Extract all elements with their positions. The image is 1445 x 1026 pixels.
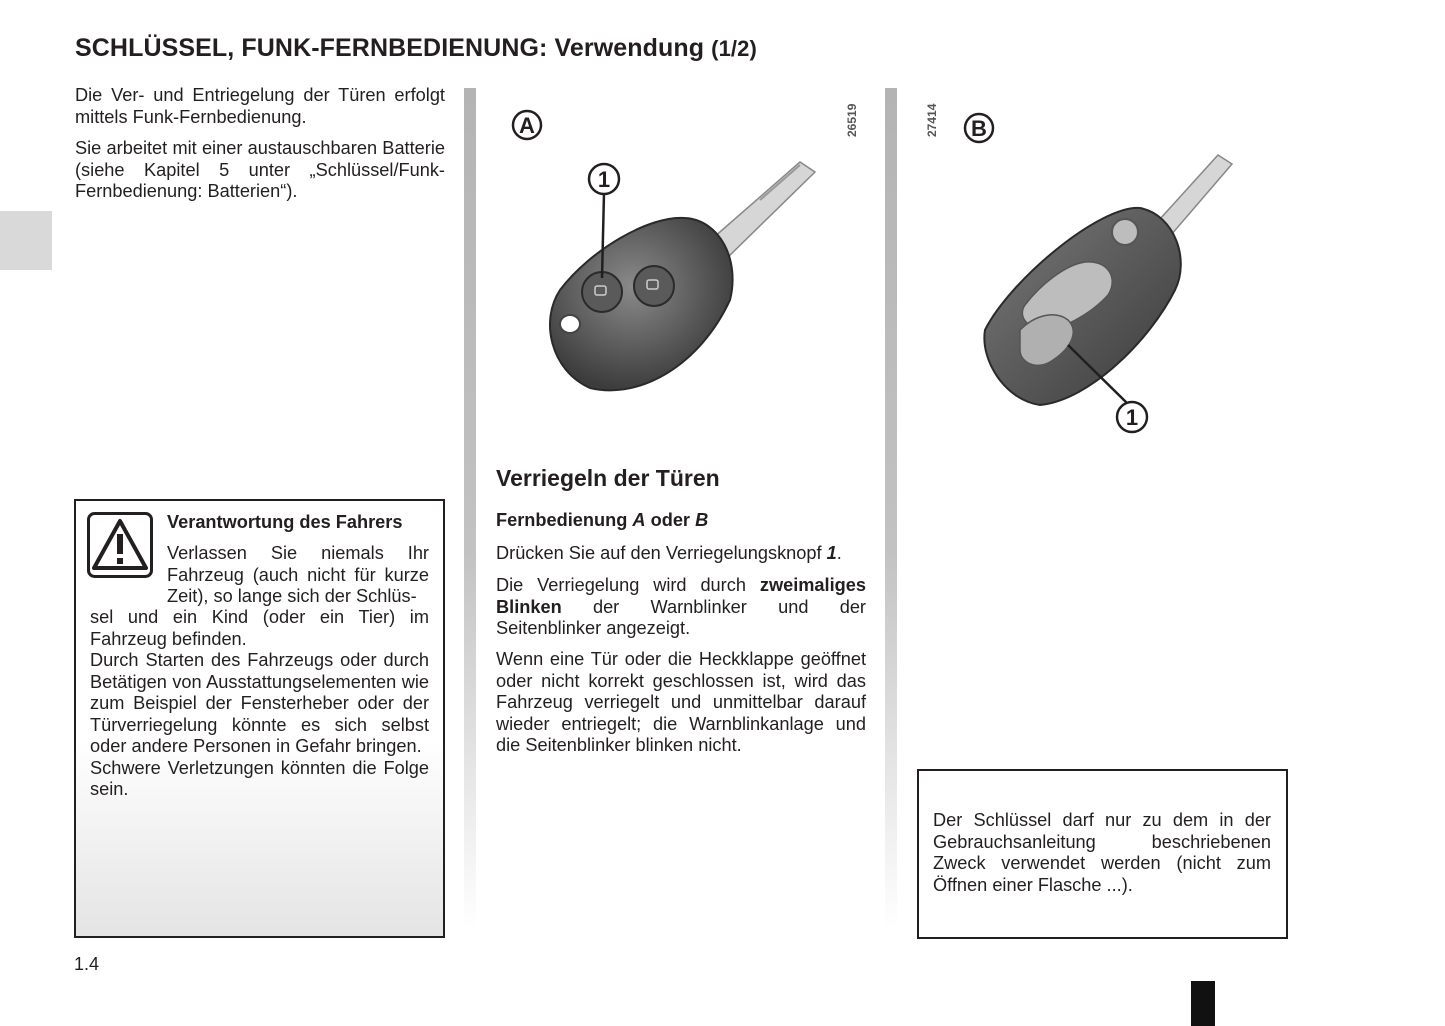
figure-b-callout: 1 xyxy=(1125,405,1139,430)
warning-text-rest-3: Schwere Verletzungen könnten die Folge sein. xyxy=(90,757,429,799)
figure-a-code: 26519 xyxy=(845,103,859,137)
thumb-index-mark xyxy=(1191,981,1215,1026)
locking-heading: Verriegeln der Türen xyxy=(496,465,720,491)
figure-b-label: B xyxy=(971,116,987,141)
intro-paragraph-2: Sie arbeitet mit einer austauschbaren Batterie (siehe Kapitel 5 unter „Schlüssel/Funk-Fernbedienung: Batterien“). xyxy=(75,138,445,202)
locking-subheading: Fernbedienung A oder B xyxy=(496,510,709,530)
key-fob-b-illustration xyxy=(950,100,1240,440)
key-fob-a-illustration xyxy=(500,100,880,420)
chapter-tab xyxy=(0,211,52,270)
warning-triangle-icon xyxy=(87,512,153,578)
column-divider-right xyxy=(885,88,897,928)
page-title: SCHLÜSSEL, FUNK-FERNBEDIENUNG: Verwendung (1/2) xyxy=(75,34,757,62)
figure-a-label: A xyxy=(519,113,535,138)
column-divider-left xyxy=(464,88,476,928)
page-number: 1.4 xyxy=(74,954,100,974)
figure-b-code: 27414 xyxy=(925,103,939,137)
note-text: Der Schlüssel darf nur zu dem in der Gebrauchsanleitung beschriebenen Zweck verwendet werden (nicht zum Öffnen einer Flasche ...). xyxy=(933,810,1271,895)
warning-heading: Verantwortung des Fahrers xyxy=(167,512,403,532)
warning-text-rest-1: sel und ein Kind (oder ein Tier) im Fahrzeug befinden. xyxy=(90,607,429,649)
locking-paragraph-3: Wenn eine Tür oder die Heckklappe geöffnet oder nicht korrekt geschlossen ist, wird das Fahrzeug verriegelt und unmittelbar darauf wieder entriegelt; die Warnblinkanlage und die Seitenblinker blinken nicht. xyxy=(496,649,866,756)
warning-text-rest-2: Durch Starten des Fahrzeugs oder durch Betätigen von Ausstattungselementen wie zum Beispiel der Fensterheber oder der Türverriegelung könnte es sich selbst oder andere Personen in Gefahr bringen. xyxy=(90,650,429,756)
warning-text-rest xyxy=(90,607,429,801)
intro-paragraph-1: Die Ver- und Entriegelung der Türen erfolgt mittels Funk-Fernbedienung. xyxy=(75,85,445,127)
warning-text-first: Verlassen Sie niemals Ihr Fahrzeug (auch nicht für kurze Zeit), so lange sich der Schlüs- xyxy=(167,543,429,606)
figure-a-callout: 1 xyxy=(597,167,611,192)
locking-paragraph-2: Die Verriegelung wird durch zweimaliges Blinken der Warnblinker und der Seitenblinker angezeigt. xyxy=(496,575,866,639)
locking-paragraph-1: Drücken Sie auf den Verriegelungsknopf 1. xyxy=(496,543,842,563)
